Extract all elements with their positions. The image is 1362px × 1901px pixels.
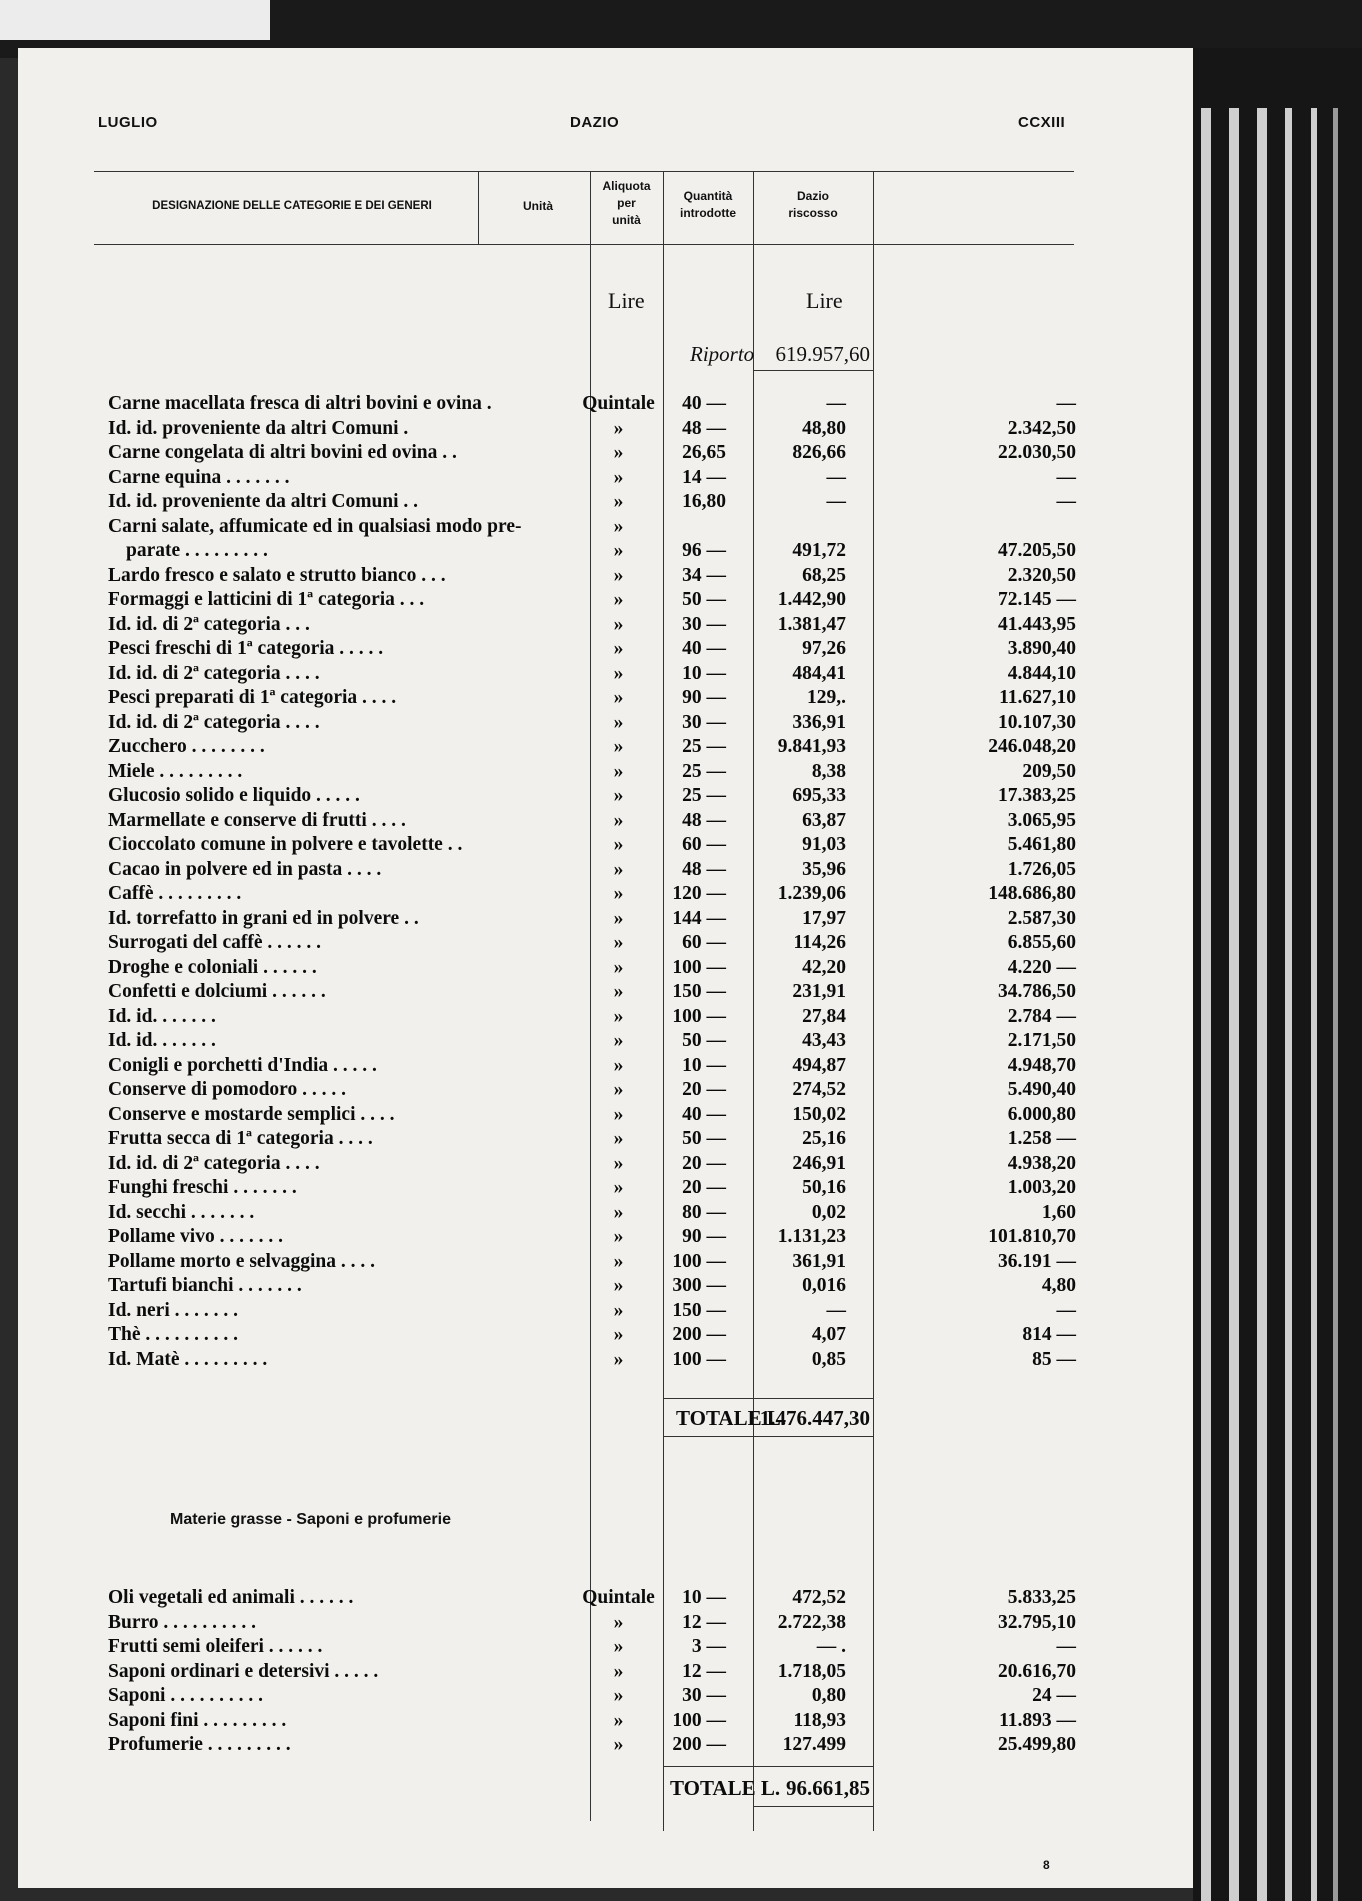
col-unit: Unità [523, 199, 553, 213]
table-row: Caffè . . . . . . . . . » 120 — 1.239,06 148.686,80 [108, 883, 1076, 904]
carry-forward-label: Riporto [690, 342, 755, 366]
table-row: Frutta secca di 1ª categoria . . . . » 50 — 25,16 1.258 — [108, 1128, 1076, 1149]
col-rate-line2: per [617, 196, 636, 210]
total-1-label: TOTALE L. [676, 1406, 787, 1430]
header-month: LUGLIO [98, 114, 158, 131]
table-row: Conserve e mostarde semplici . . . . » 40 — 150,02 6.000,80 [108, 1103, 1076, 1125]
table-row: Tartufi bianchi . . . . . . . » 300 — 0,016 4,80 [108, 1275, 1076, 1296]
col-rate [590, 178, 663, 229]
total-1-bottom-rule [663, 1436, 873, 1437]
currency-duty: Lire [806, 288, 843, 313]
table-row: Pesci freschi di 1ª categoria . . . . . » 40 — 97,26 3.890,40 [108, 638, 1076, 659]
col-duty-line1: Dazio [796, 189, 829, 203]
table-row: Saponi . . . . . . . . . . » 30 — 0,80 24 — [108, 1685, 1076, 1706]
table-row: Id. id. proveniente da altri Comuni . . » 16,80 — — [108, 491, 1076, 512]
page-edge [1311, 108, 1317, 1901]
total-1-top-rule [663, 1398, 873, 1399]
scan-corner [0, 0, 270, 40]
table-row: Carne equina . . . . . . . » 14 — — — [108, 466, 1076, 488]
table-row: Burro . . . . . . . . . . » 12 — 2.722,38 32.795,10 [108, 1611, 1076, 1633]
table-row: Id. id. . . . . . . » 100 — 27,84 2.784 — [108, 1005, 1076, 1027]
table-row: Zucchero . . . . . . . . » 25 — 9.841,93 246.048,20 [108, 736, 1076, 757]
table-row: Formaggi e latticini di 1ª categoria . . . » 50 — 1.442,90 72.145 — [108, 589, 1076, 610]
table-row: Carni salate, affumicate ed in qualsiasi modo pre- » [108, 515, 624, 537]
table-row: Pollame vivo . . . . . . . » 90 — 1.131,23 101.810,70 [108, 1226, 1076, 1247]
table-row: Carne macellata fresca di altri bovini e ovina . Quintale 40 — — — [108, 393, 1076, 414]
table-row: Lardo fresco e salato e strutto bianco . . . » 34 — 68,25 2.320,50 [108, 564, 1076, 586]
table-row: parate . . . . . . . . . » 96 — 491,72 47.205,50 [126, 540, 1076, 561]
table-row: Id. id. proveniente da altri Comuni . » 48 — 48,80 2.342,50 [108, 417, 1076, 439]
table-row: Conigli e porchetti d'India . . . . . » 10 — 494,87 4.948,70 [108, 1054, 1076, 1076]
table-row: Id. id. di 2ª categoria . . . . » 20 — 246,91 4.938,20 [108, 1152, 1076, 1174]
table-row: Surrogati del caffè . . . . . . » 60 — 114,26 6.855,60 [108, 932, 1076, 953]
table-row: Miele . . . . . . . . . » 25 — 8,38 209,50 [108, 760, 1076, 782]
table-row: Frutti semi oleiferi . . . . . . » 3 — — . — [108, 1636, 1076, 1657]
total-1-value: 1.476.447,30 [759, 1406, 870, 1430]
table-row: Oli vegetali ed animali . . . . . . Quintale 10 — 472,52 5.833,25 [108, 1587, 1076, 1608]
table-row: Profumerie . . . . . . . . . » 200 — 127.499 25.499,80 [108, 1734, 1076, 1755]
header-page-roman: CCXIII [1018, 114, 1066, 131]
col-rate-line1: Aliquota [602, 179, 651, 193]
page-edge [1285, 108, 1292, 1901]
table-row: Confetti e dolciumi . . . . . . » 150 — 231,91 34.786,50 [108, 981, 1076, 1002]
total-2-top-rule [663, 1766, 873, 1767]
table-row: Id. secchi . . . . . . . » 80 — 0,02 1,60 [108, 1201, 1076, 1223]
table-row: Pesci preparati di 1ª categoria . . . . » 90 — 129,. 11.627,10 [108, 687, 1076, 708]
header-title: DAZIO [570, 114, 620, 131]
table-head-rule [94, 244, 1074, 245]
col-duty [753, 188, 873, 222]
col-qty-line2: introdotte [680, 206, 736, 220]
document-page [18, 48, 1193, 1888]
table-row: Id. id. . . . . . . » 50 — 43,43 2.171,50 [108, 1030, 1076, 1051]
col-qty-line1: Quantità [683, 189, 733, 203]
table-row: Id. id. di 2ª categoria . . . » 30 — 1.381,47 41.443,95 [108, 613, 1076, 635]
table-row: Pollame morto e selvaggina . . . . » 100 — 361,91 36.191 — [108, 1250, 1076, 1272]
table-row: Id. Matè . . . . . . . . . » 100 — 0,85 85 — [108, 1348, 1076, 1370]
total-2-value: 96.661,85 [786, 1776, 870, 1800]
table-row: Marmellate e conserve di frutti . . . . » 48 — 63,87 3.065,95 [108, 809, 1076, 831]
table-row: Droghe e coloniali . . . . . . » 100 — 42,20 4.220 — [108, 956, 1076, 978]
page-edge [1257, 108, 1267, 1901]
table-row: Saponi fini . . . . . . . . . » 100 — 118,93 11.893 — [108, 1709, 1076, 1731]
carry-forward-value: 619.957,60 [775, 342, 870, 366]
table-row: Conserve di pomodoro . . . . . » 20 — 274,52 5.490,40 [108, 1079, 1076, 1100]
col-rate-line3: unità [612, 213, 641, 227]
table-row: Carne congelata di altri bovini ed ovina . . » 26,65 826,66 22.030,50 [108, 442, 1076, 463]
table-row: Id. neri . . . . . . . » 150 — — — [108, 1299, 1076, 1321]
table-row: Glucosio solido e liquido . . . . . » 25 — 695,33 17.383,25 [108, 785, 1076, 806]
section-2-title: Materie grasse - Saponi e profumerie [170, 1511, 451, 1528]
table-row: Id. id. di 2ª categoria . . . . » 30 — 336,91 10.107,30 [108, 711, 1076, 733]
page-edge [1229, 108, 1239, 1901]
currency-rate: Lire [608, 288, 645, 313]
total-2-label: TOTALE L. [670, 1776, 781, 1800]
page-edges [1193, 48, 1362, 1901]
table-row: Id. torrefatto in grani ed in polvere . . » 144 — 17,97 2.587,30 [108, 907, 1076, 929]
table-top-rule [94, 171, 1074, 172]
table-row: Cioccolato comune in polvere e tavolette . . » 60 — 91,03 5.461,80 [108, 834, 1076, 855]
table-row: Funghi freschi . . . . . . . » 20 — 50,16 1.003,20 [108, 1177, 1076, 1198]
col-qty [663, 188, 753, 222]
table-row: Thè . . . . . . . . . . » 200 — 4,07 814 — [108, 1324, 1076, 1345]
total-2-bottom-rule [753, 1806, 873, 1807]
page-edge [1333, 108, 1338, 1901]
page-edge [1201, 108, 1211, 1901]
page-number: 8 [1043, 1858, 1050, 1872]
table-row: Saponi ordinari e detersivi . . . . . » 12 — 1.718,05 20.616,70 [108, 1660, 1076, 1682]
table-row: Cacao in polvere ed in pasta . . . . » 48 — 35,96 1.726,05 [108, 858, 1076, 880]
table-row: Id. id. di 2ª categoria . . . . » 10 — 484,41 4.844,10 [108, 662, 1076, 684]
col-designation: DESIGNAZIONE DELLE CATEGORIE E DEI GENERI [152, 200, 432, 212]
carry-rule [753, 370, 873, 371]
col-duty-line2: riscosso [788, 206, 838, 220]
